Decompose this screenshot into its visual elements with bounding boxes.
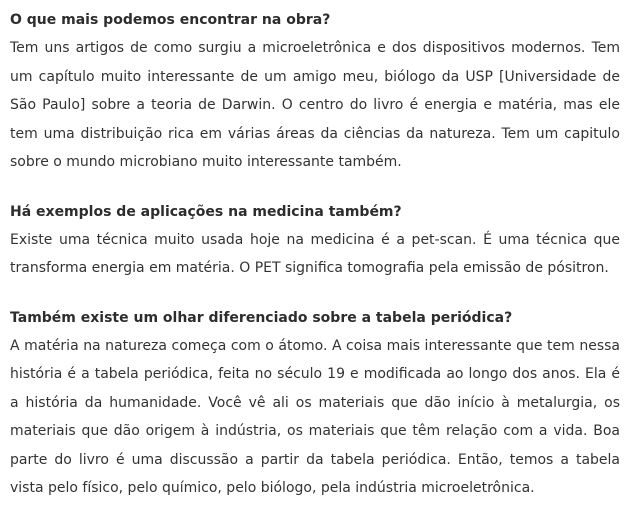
qa-block-obra	[10, 6, 620, 177]
answer-paragraph: A matéria na natureza começa com o átomo. A coisa mais interessante que tem nessa história é a tabela periódica, feita no século 19 e modificada ao longo dos anos. Ela é a história da humanidade. Você vê ali os materiais que dão início à metalurgia, os materiais que dão origem à indústria, os materiais que têm relação com a vida. Boa parte do livro é uma discussão a partir da tabela periódica. Então, temos a tabela vista pelo físico, pelo químico, pelo biólogo, pela indústria microeletrônica.	[10, 337, 620, 496]
question-heading: Também existe um olhar diferenciado sobre a tabela periódica?	[10, 309, 513, 326]
question-heading: Há exemplos de aplicações na medicina também?	[10, 203, 402, 220]
qa-block-medicina	[10, 198, 620, 283]
question-heading: O que mais podemos encontrar na obra?	[10, 12, 331, 28]
answer-paragraph: Tem uns artigos de como surgiu a microeletrônica e dos dispositivos modernos. Tem um capítulo muito interessante de um amigo meu, biólogo da USP [Universidade de São Paulo] sobre a teoria de Darwin. O centro do livro é energia e matéria, mas ele tem uma distribuição rica em várias áreas da ciências da natureza. Tem um capitulo sobre o mundo microbiano muito interessante também.	[10, 40, 620, 170]
qa-block-tabela-periodica	[10, 304, 620, 503]
answer-paragraph: Existe uma técnica muito usada hoje na medicina é a pet-scan. É uma técnica que transforma energia em matéria. O PET significa tomografia pela emissão de pósitron.	[10, 231, 620, 276]
